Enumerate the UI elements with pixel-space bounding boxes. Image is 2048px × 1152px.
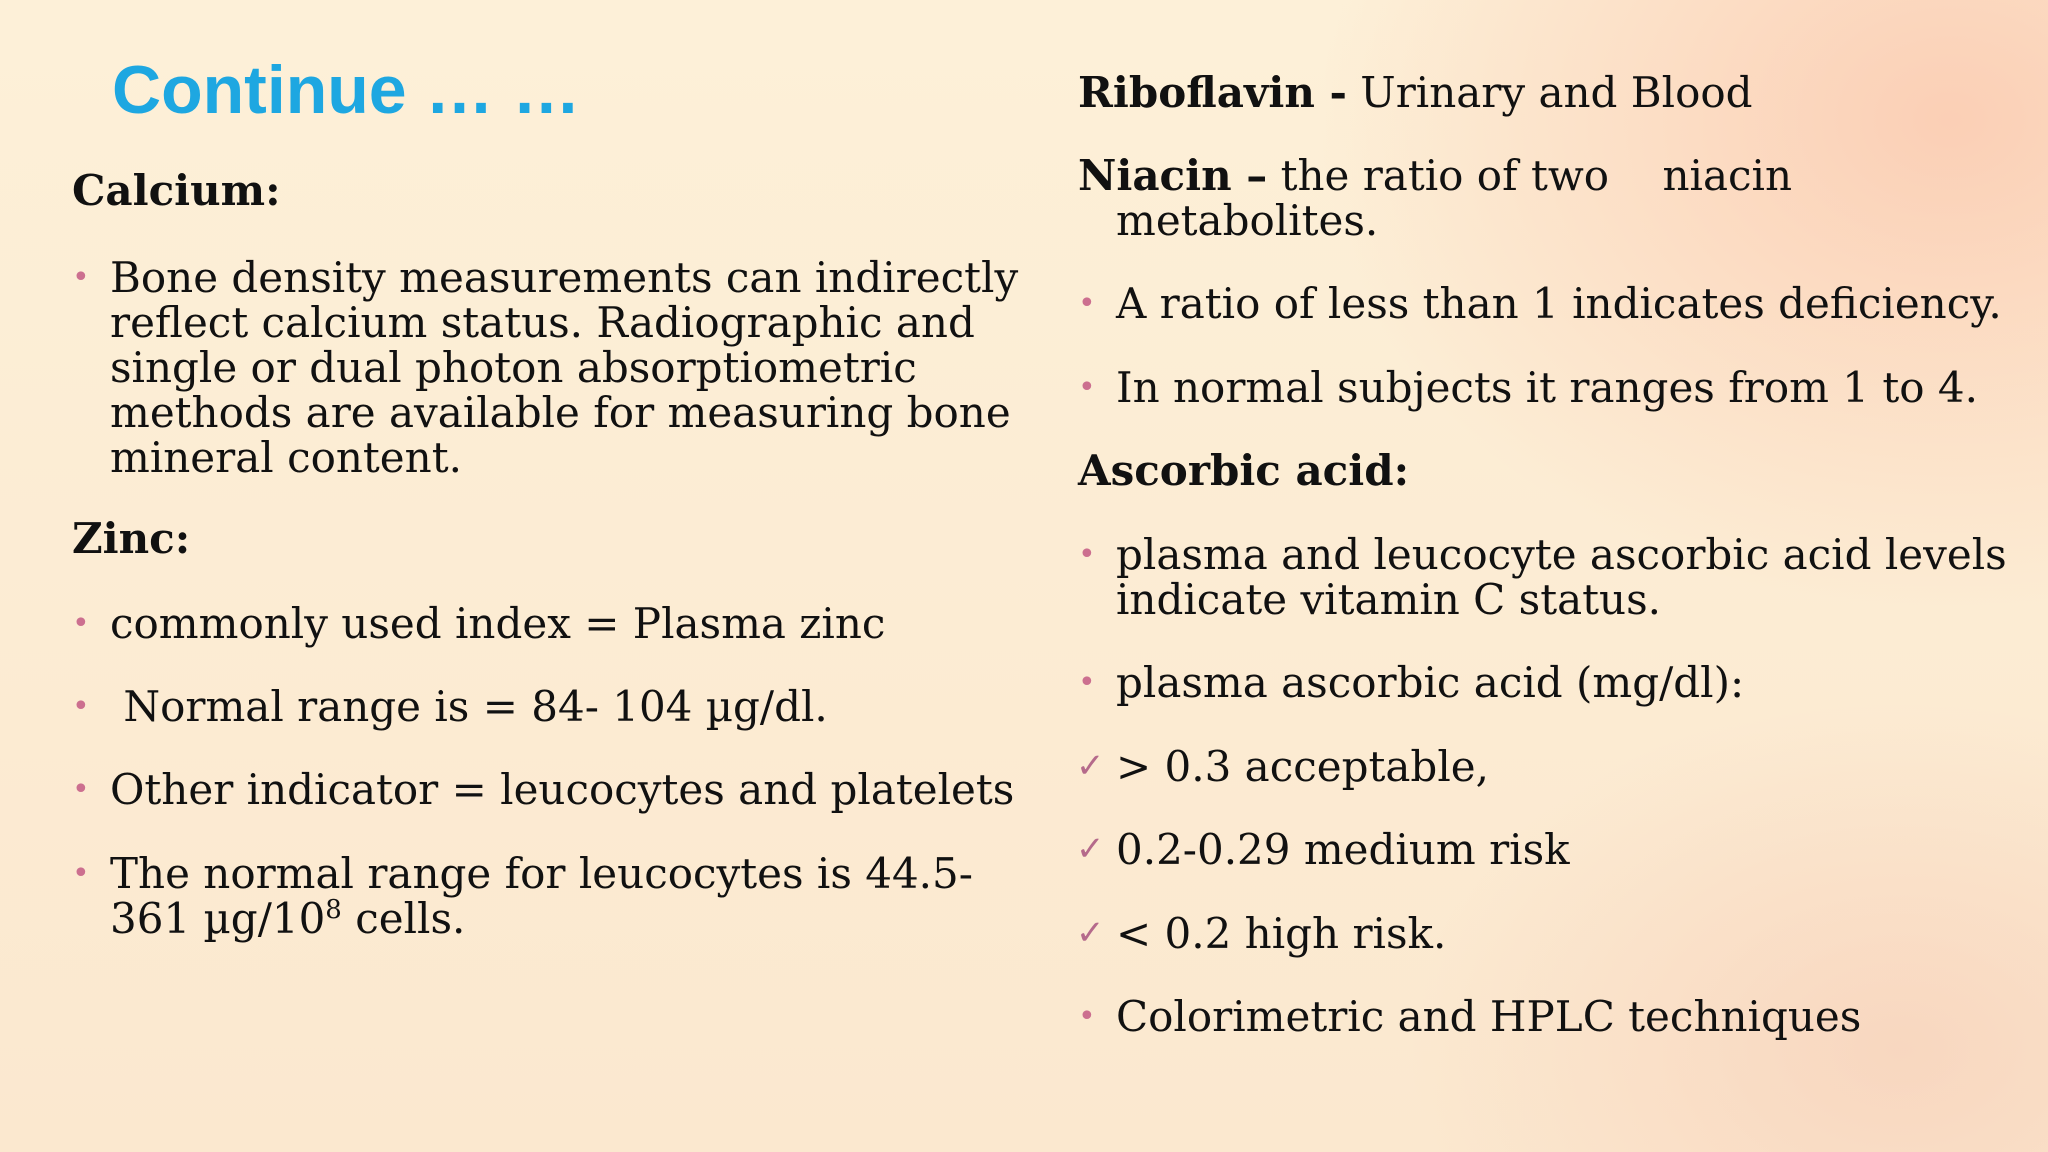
ascorbic-check-item xyxy=(1076,825,1570,874)
riboflavin-text: Urinary and Blood xyxy=(1346,68,1753,117)
calcium-bullet-line: methods are available for measuring bone xyxy=(110,388,1011,437)
zinc-bullet xyxy=(72,599,886,648)
niacin-line2: metabolites. xyxy=(1116,196,1379,245)
ascorbic-bullet-line: indicate vitamin C status. xyxy=(1116,575,1661,624)
check-icon: ✓ xyxy=(1076,829,1105,869)
niacin-bullet-text: In normal subjects it ranges from 1 to 4. xyxy=(1116,363,1978,412)
bullet-icon: • xyxy=(1078,999,1096,1034)
bullet-icon: • xyxy=(72,856,90,891)
ascorbic-check-text: < 0.2 high risk. xyxy=(1116,909,1447,958)
riboflavin-label: Riboflavin - xyxy=(1078,68,1347,117)
check-icon: ✓ xyxy=(1076,746,1105,786)
bullet-icon: • xyxy=(72,260,90,295)
calcium-bullet xyxy=(72,253,1019,482)
ascorbic-check-item xyxy=(1076,742,1489,791)
zinc-bullet xyxy=(72,849,973,943)
bullet-icon: • xyxy=(72,689,90,724)
calcium-bullet-line: Bone density measurements can indirectly xyxy=(110,253,1019,302)
ascorbic-bullet-text: Colorimetric and HPLC techniques xyxy=(1116,992,1862,1041)
ascorbic-check-text: 0.2-0.29 medium risk xyxy=(1116,825,1570,874)
niacin-label: Niacin – xyxy=(1078,151,1268,200)
zinc-bullet-text: Other indicator = leucocytes and platelets xyxy=(110,765,1015,814)
zinc-bullet xyxy=(72,682,828,731)
bullet-icon: • xyxy=(1078,370,1096,405)
zinc-bullet-line xyxy=(110,896,973,941)
bullet-icon: • xyxy=(72,772,90,807)
calcium-bullet-line: mineral content. xyxy=(110,433,462,482)
niacin-line xyxy=(1078,153,1792,198)
zinc-bullet-line2-post: cells. xyxy=(341,894,466,943)
ascorbic-bullet xyxy=(1078,530,2007,624)
zinc-bullet xyxy=(72,765,1015,814)
calcium-bullet-line: reflect calcium status. Radiographic and xyxy=(110,298,975,347)
bullet-icon: • xyxy=(72,606,90,641)
zinc-bullet-exponent: 8 xyxy=(325,895,342,925)
ascorbic-bullet-line: plasma and leucocyte ascorbic acid levels xyxy=(1116,530,2007,579)
zinc-bullet-text: Normal range is = 84- 104 µg/dl. xyxy=(110,682,828,731)
zinc-bullet-line: The normal range for leucocytes is 44.5- xyxy=(110,849,973,898)
zinc-bullet-line2-pre: 361 µg/10 xyxy=(110,894,326,943)
slide-title: Continue … … xyxy=(112,52,581,128)
niacin-text: the ratio of two niacin xyxy=(1267,151,1793,200)
ascorbic-check-item xyxy=(1076,909,1447,958)
niacin-bullet-text: A ratio of less than 1 indicates deficiency. xyxy=(1116,279,2002,328)
ascorbic-bullet xyxy=(1078,992,1862,1041)
bullet-icon: • xyxy=(1078,286,1096,321)
bullet-icon: • xyxy=(1078,537,1096,572)
ascorbic-bullet xyxy=(1078,658,1745,707)
ascorbic-heading: Ascorbic acid: xyxy=(1078,446,1410,495)
calcium-heading: Calcium: xyxy=(72,166,281,215)
niacin-bullet xyxy=(1078,363,1978,412)
riboflavin-line xyxy=(1078,70,1753,115)
ascorbic-check-text: > 0.3 acceptable, xyxy=(1116,742,1489,791)
ascorbic-bullet-text: plasma ascorbic acid (mg/dl): xyxy=(1116,658,1745,707)
check-icon: ✓ xyxy=(1076,913,1105,953)
zinc-heading: Zinc: xyxy=(72,514,191,563)
bullet-icon: • xyxy=(1078,665,1096,700)
niacin-bullet xyxy=(1078,279,2002,328)
calcium-bullet-line: single or dual photon absorptiometric xyxy=(110,343,917,392)
zinc-bullet-text: commonly used index = Plasma zinc xyxy=(110,599,886,648)
